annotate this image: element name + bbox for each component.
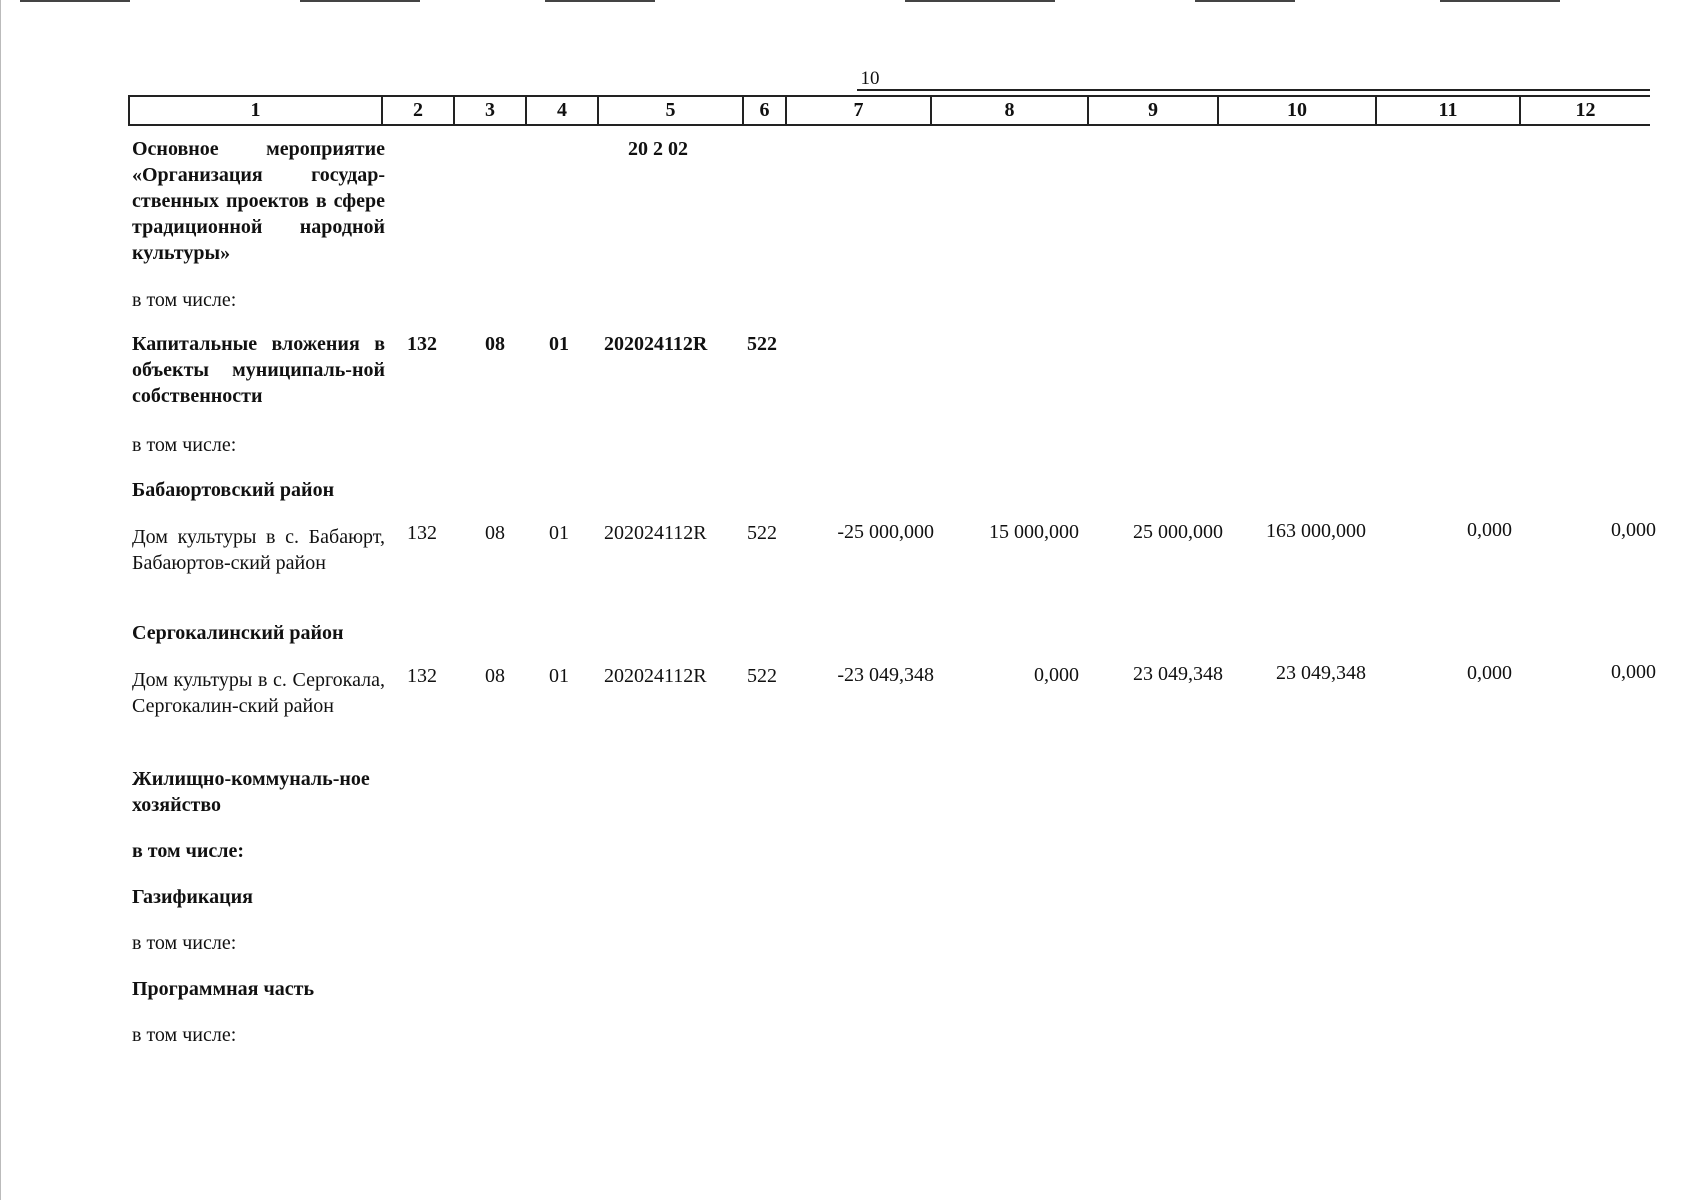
scan-top-mark [545,0,655,2]
row-cell-c6: 522 [747,665,777,687]
header-cell: 8 [932,97,1089,124]
row-cell-c3: 08 [485,522,505,544]
row-label-main-activity: Основное мероприятие «Организация государ-ственных проектов в сфере традиционной народной культуры» [132,138,385,264]
row-cell-c10: 23 049,348 [1276,662,1366,684]
header-cell: 11 [1377,97,1521,124]
header-cell: 3 [455,97,527,124]
scan-top-mark [1195,0,1295,2]
row-cell-c11: 0,000 [1467,662,1512,684]
row-cell-c7: -25 000,000 [837,521,934,543]
row-label-district: Бабаюртовский район [132,479,335,501]
row-cell-c5: 202024112R [604,522,707,544]
row-cell-c3: 08 [485,333,505,355]
row-label-house-of-culture: Дом культуры в с. Сергокала, Сергокалин-ский район [132,669,385,717]
header-cell: 4 [527,97,599,124]
row-cell-c9: 23 049,348 [1133,663,1223,685]
header-cell: 5 [599,97,744,124]
row-label-gasification: Газификация [132,886,253,908]
row-label-housing-utilities: Жилищно-коммуналь-ное хозяйство [132,768,370,816]
row-label-including: в том числе: [132,1024,237,1046]
row-label-including: в том числе: [132,840,245,862]
row-label-including: в том числе: [132,289,237,311]
row-label-capital-investments: Капитальные вложения в объекты муниципаль-ной собственности [132,333,385,407]
row-cell-c8: 15 000,000 [989,521,1079,543]
scan-top-mark [20,0,130,2]
header-cell: 7 [787,97,932,124]
row-cell-c11: 0,000 [1467,519,1512,541]
table-header-row [128,95,1650,126]
row-cell-c10: 163 000,000 [1266,520,1366,542]
row-cell-c2: 132 [407,522,437,544]
row-cell-c2: 132 [407,333,437,355]
row-cell-c2: 132 [407,665,437,687]
header-cell: 6 [744,97,787,124]
row-label-including: в том числе: [132,932,237,954]
row-cell-c12: 0,000 [1611,661,1656,683]
row-cell-c3: 08 [485,665,505,687]
header-cell: 10 [1219,97,1377,124]
row-cell-c8: 0,000 [1034,664,1079,686]
header-cell: 2 [383,97,455,124]
row-cell-c7: -23 049,348 [837,664,934,686]
page-number: 10 [860,68,880,89]
row-cell-c4: 01 [549,333,569,355]
row-cell-c4: 01 [549,522,569,544]
row-label-district: Сергокалинский район [132,622,344,644]
row-cell-c9: 25 000,000 [1133,521,1223,543]
row-label-program-part: Программная часть [132,978,315,1000]
row-cell-c12: 0,000 [1611,519,1656,541]
header-cell: 12 [1575,99,1596,121]
header-cell: 1 [130,97,383,124]
header-top-rule [857,89,1650,91]
row-cell-c4: 01 [549,665,569,687]
row-cell-c5: 202024112R [604,333,708,355]
row-cell-c6: 522 [747,333,777,355]
row-label-house-of-culture: Дом культуры в с. Бабаюрт, Бабаюртов-ский район [132,526,385,574]
header-cell: 9 [1089,97,1219,124]
row-cell-c5: 202024112R [604,665,707,687]
scan-top-mark [905,0,1055,2]
scan-top-mark [1440,0,1560,2]
scan-edge-mark [0,0,1,1200]
scan-top-mark [300,0,420,2]
row-label-including: в том числе: [132,434,237,456]
row-cell-c6: 522 [747,522,777,544]
row-code-program: 20 2 02 [628,138,688,160]
